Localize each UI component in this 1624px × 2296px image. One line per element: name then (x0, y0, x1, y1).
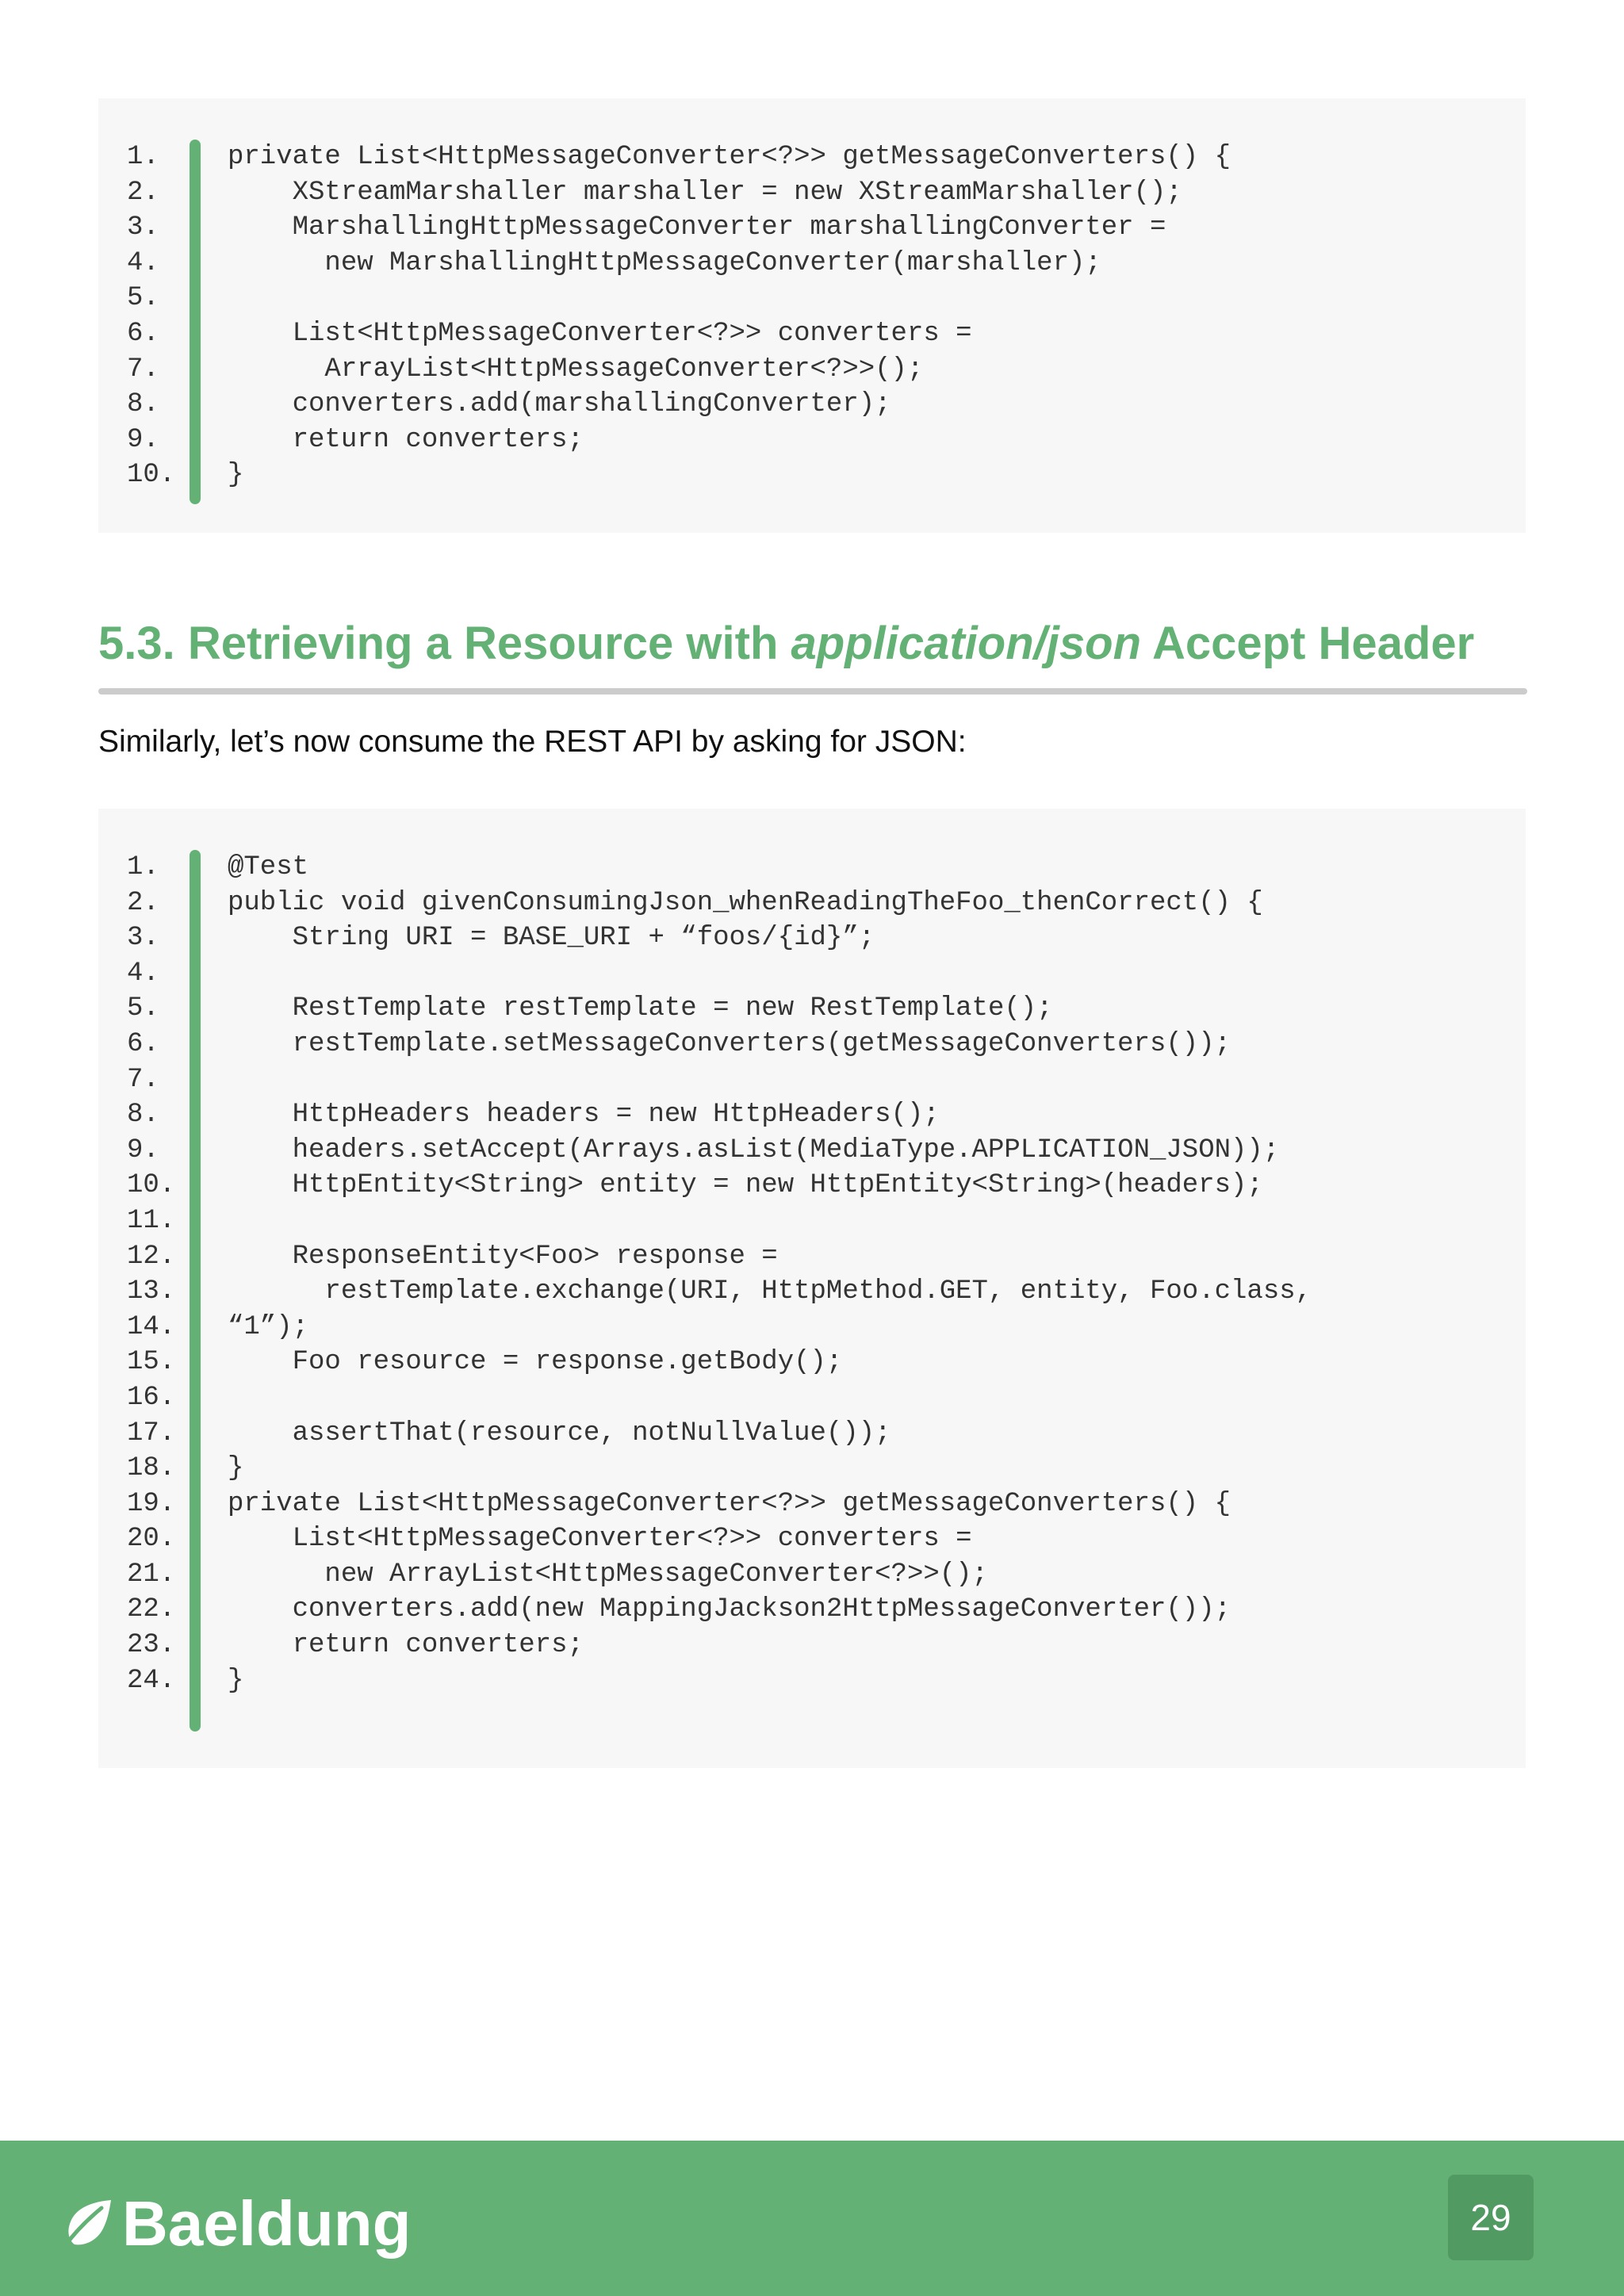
code-block-json-test (98, 809, 1526, 1768)
code-lines (98, 850, 1526, 1698)
line-code: converters.add(new MappingJackson2HttpMessageConverter()); (228, 1594, 1231, 1625)
line-code: RestTemplate restTemplate = new RestTemplate(); (228, 993, 1053, 1024)
line-code: private List<HttpMessageConverter<?>> getMessageConverters() { (228, 1488, 1231, 1519)
line-code: ResponseEntity<Foo> response = (228, 1241, 778, 1272)
code-line (98, 1380, 1526, 1416)
section-heading (98, 612, 1474, 675)
line-number: 19. (127, 1488, 176, 1519)
code-line (98, 210, 1526, 246)
line-code: new ArrayList<HttpMessageConverter<?>>(); (228, 1559, 988, 1590)
code-line (98, 1451, 1526, 1487)
line-number: 7. (127, 354, 159, 385)
line-number: 6. (127, 318, 159, 349)
line-number: 12. (127, 1241, 176, 1272)
code-line (98, 1203, 1526, 1239)
line-number: 24. (127, 1665, 176, 1696)
line-number: 22. (127, 1594, 176, 1625)
line-number: 10. (127, 1170, 176, 1201)
code-line (98, 1521, 1526, 1557)
line-code: ArrayList<HttpMessageConverter<?>>(); (228, 354, 924, 385)
line-number: 5. (127, 283, 159, 314)
line-code: XStreamMarshaller marshaller = new XStreamMarshaller(); (228, 177, 1182, 208)
code-lines (98, 140, 1526, 493)
code-line (98, 1487, 1526, 1522)
line-code: } (228, 1665, 244, 1696)
code-line (98, 886, 1526, 921)
line-code: “1”); (228, 1311, 309, 1342)
code-line (98, 850, 1526, 886)
code-line (98, 1239, 1526, 1275)
brand-logo[interactable] (60, 2188, 411, 2260)
code-line (98, 920, 1526, 956)
page-number-badge: 29 (1448, 2175, 1534, 2260)
line-code: } (228, 460, 244, 491)
line-code: restTemplate.setMessageConverters(getMessageConverters()); (228, 1028, 1231, 1059)
line-number: 7. (127, 1064, 159, 1095)
line-number: 20. (127, 1524, 176, 1555)
line-number: 6. (127, 1028, 159, 1059)
line-number: 15. (127, 1347, 176, 1378)
line-code: restTemplate.exchange(URI, HttpMethod.GET, entity, Foo.class, (228, 1276, 1312, 1307)
code-line (98, 457, 1526, 493)
leaf-icon (60, 2197, 114, 2251)
code-block-message-converters (98, 98, 1526, 533)
line-number: 1. (127, 142, 159, 172)
code-line (98, 1062, 1526, 1098)
code-line (98, 1628, 1526, 1663)
line-code: new MarshallingHttpMessageConverter(marshaller); (228, 247, 1101, 278)
heading-divider (98, 688, 1527, 695)
code-line (98, 246, 1526, 281)
code-line (98, 1097, 1526, 1133)
code-line (98, 1168, 1526, 1203)
code-line (98, 1274, 1526, 1310)
line-code: private List<HttpMessageConverter<?>> getMessageConverters() { (228, 142, 1231, 172)
line-number: 2. (127, 177, 159, 208)
code-line (98, 316, 1526, 352)
line-code: @Test (228, 852, 309, 882)
line-number: 1. (127, 852, 159, 882)
line-code: HttpHeaders headers = new HttpHeaders(); (228, 1100, 940, 1131)
code-line (98, 423, 1526, 458)
line-code: return converters; (228, 424, 584, 455)
line-number: 10. (127, 460, 176, 491)
line-code: return converters; (228, 1630, 584, 1661)
code-line (98, 352, 1526, 388)
line-number: 11. (127, 1205, 176, 1236)
line-code: MarshallingHttpMessageConverter marshallingConverter = (228, 212, 1166, 243)
line-number: 2. (127, 887, 159, 918)
code-line (98, 140, 1526, 175)
line-number: 14. (127, 1311, 176, 1342)
line-number: 8. (127, 389, 159, 420)
line-number: 23. (127, 1630, 176, 1661)
line-code: Foo resource = response.getBody(); (228, 1347, 843, 1378)
line-number: 21. (127, 1559, 176, 1590)
line-number: 3. (127, 923, 159, 954)
line-code: List<HttpMessageConverter<?>> converters = (228, 318, 972, 349)
code-line (98, 1416, 1526, 1452)
line-number: 4. (127, 958, 159, 989)
line-number: 9. (127, 424, 159, 455)
code-line (98, 956, 1526, 992)
intro-paragraph: Similarly, let’s now consume the REST API by asking for JSON: (98, 725, 967, 759)
line-code: } (228, 1453, 244, 1484)
line-number: 13. (127, 1276, 176, 1307)
code-line (98, 1345, 1526, 1380)
line-number: 18. (127, 1453, 176, 1484)
line-number: 8. (127, 1100, 159, 1131)
code-line (98, 1133, 1526, 1169)
code-line (98, 1592, 1526, 1628)
page-footer (0, 2141, 1624, 2296)
brand-name: Baeldung (122, 2188, 412, 2259)
line-code: assertThat(resource, notNullValue()); (228, 1418, 891, 1448)
code-line (98, 1310, 1526, 1345)
line-number: 3. (127, 212, 159, 243)
line-code: String URI = BASE_URI + “foos/{id}”; (228, 923, 875, 954)
code-line (98, 387, 1526, 423)
line-number: 4. (127, 247, 159, 278)
line-code: List<HttpMessageConverter<?>> converters = (228, 1524, 972, 1555)
line-number: 16. (127, 1382, 176, 1413)
code-line (98, 175, 1526, 211)
line-code: converters.add(marshallingConverter); (228, 389, 891, 420)
code-line (98, 281, 1526, 316)
section-heading-emphasis: application/json (791, 618, 1142, 669)
line-code: headers.setAccept(Arrays.asList(MediaType.APPLICATION_JSON)); (228, 1135, 1280, 1165)
line-number: 9. (127, 1135, 159, 1165)
line-code: HttpEntity<String> entity = new HttpEntity<String>(headers); (228, 1170, 1263, 1201)
code-line (98, 1663, 1526, 1699)
code-line (98, 991, 1526, 1027)
code-line (98, 1027, 1526, 1062)
section-heading-prefix: 5.3. Retrieving a Resource with (98, 618, 791, 669)
section-heading-suffix: Accept Header (1141, 618, 1475, 669)
line-number: 5. (127, 993, 159, 1024)
line-number: 17. (127, 1418, 176, 1448)
line-code: public void givenConsumingJson_whenReadingTheFoo_thenCorrect() { (228, 887, 1263, 918)
code-line (98, 1557, 1526, 1593)
